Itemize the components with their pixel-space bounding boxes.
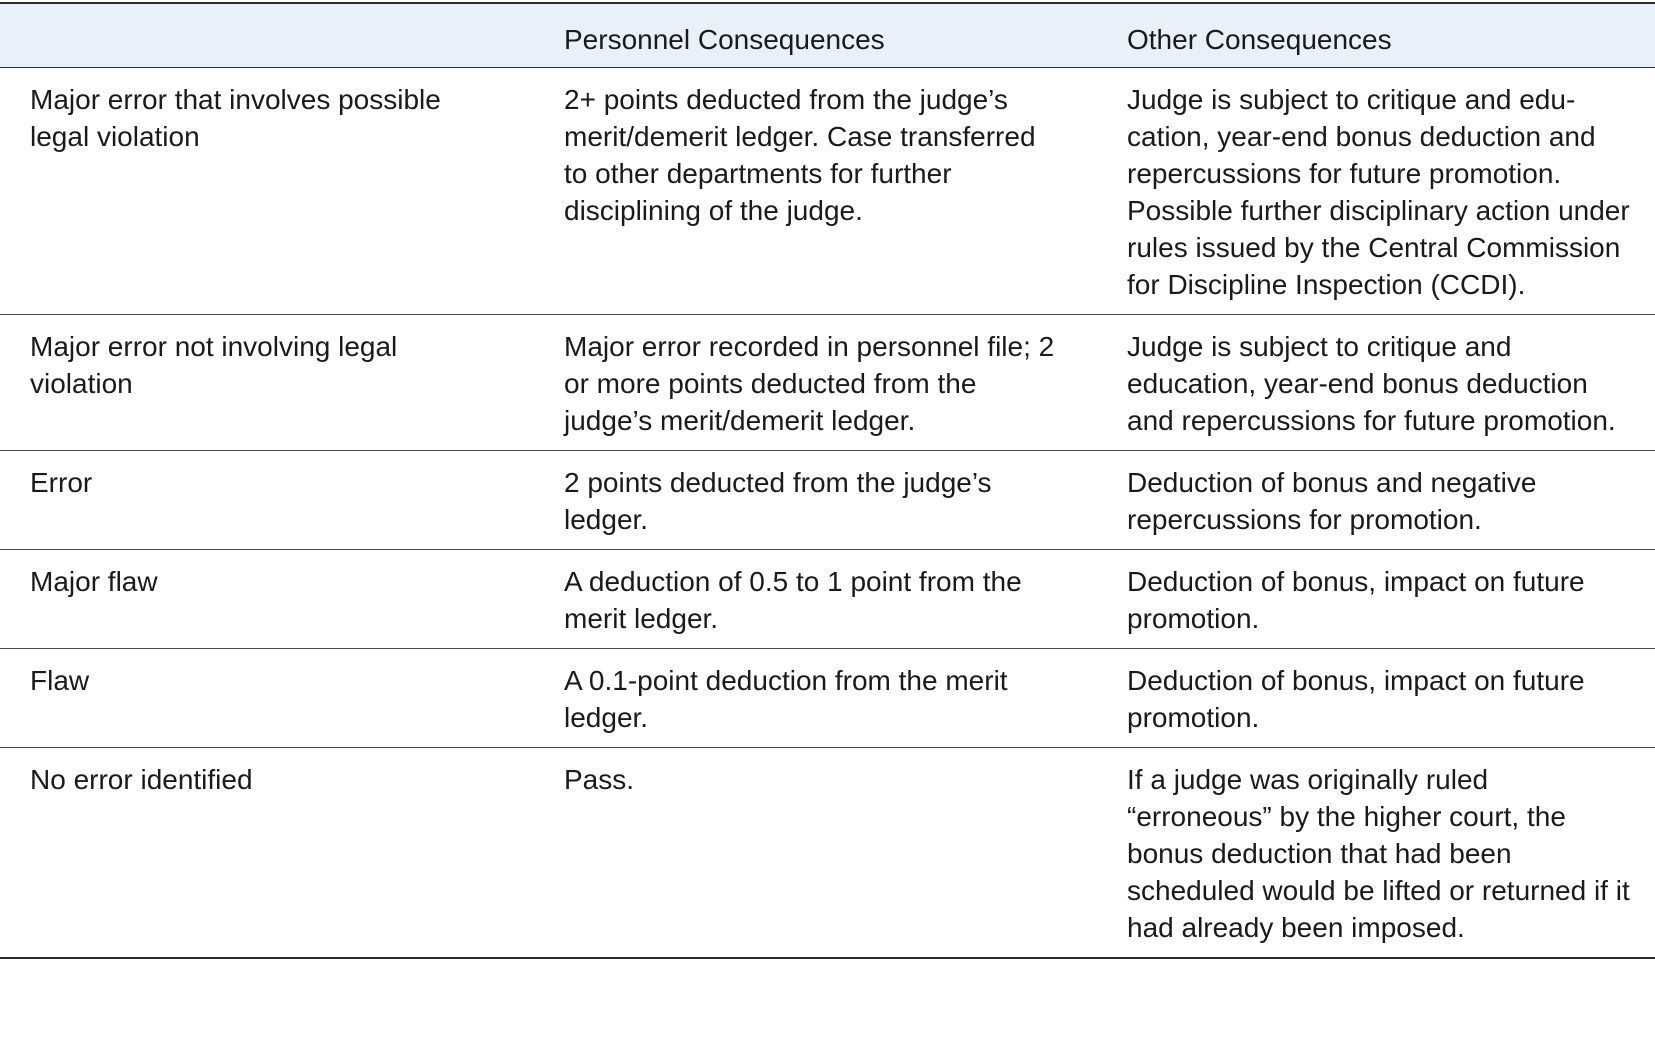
header-category bbox=[0, 3, 535, 68]
row-category: Major error not involving legal violation bbox=[30, 331, 398, 399]
table-row bbox=[0, 748, 1655, 959]
row-personnel-consequence: 2+ points deducted from the judge’s merit/demerit ledger. Case transferred to other departments for further disciplining of the judge. bbox=[564, 84, 1036, 226]
row-personnel-consequence: Major error recorded in personnel file; 2 or more points deducted from the judge’s merit/demerit ledger. bbox=[564, 331, 1055, 436]
consequences-table-container bbox=[0, 2, 1655, 959]
row-personnel-consequence: A 0.1-point deduction from the merit ledger. bbox=[564, 665, 1008, 733]
row-category: Major flaw bbox=[30, 566, 158, 597]
table-row bbox=[0, 550, 1655, 649]
consequences-table bbox=[0, 2, 1655, 959]
row-personnel-consequence: Pass. bbox=[564, 764, 635, 795]
row-category: No error identified bbox=[30, 764, 253, 795]
table-row bbox=[0, 451, 1655, 550]
row-other-consequence: If a judge was originally ruled “erroneous” by the higher court, the bonus deduction that had been scheduled would be lifted or returned if it had already been imposed. bbox=[1127, 764, 1630, 943]
header-other-consequences: Other Consequences bbox=[1127, 24, 1392, 55]
header-row bbox=[0, 3, 1655, 68]
table-body bbox=[0, 68, 1655, 959]
row-personnel-consequence: A deduction of 0.5 to 1 point from the merit ledger. bbox=[564, 566, 1022, 634]
row-category: Error bbox=[30, 467, 93, 498]
table-row bbox=[0, 68, 1655, 315]
row-other-consequence: Judge is subject to critique and education, year-end bonus deduction and repercussions for future promotion. Possible further disciplinary action under rules issued by the Central Commission for Discipline Inspection (CCDI). bbox=[1127, 84, 1630, 300]
table-header bbox=[0, 3, 1655, 68]
row-other-consequence: Deduction of bonus, impact on future promotion. bbox=[1127, 665, 1585, 733]
row-personnel-consequence: 2 points deducted from the judge’s ledger. bbox=[564, 467, 992, 535]
row-category: Flaw bbox=[30, 665, 90, 696]
row-other-consequence: Deduction of bonus, impact on future promotion. bbox=[1127, 566, 1585, 634]
header-personnel-consequences: Personnel Consequences bbox=[564, 24, 885, 55]
row-other-consequence: Deduction of bonus and negative repercussions for promotion. bbox=[1127, 467, 1537, 535]
table-row bbox=[0, 649, 1655, 748]
row-category: Major error that involves possible legal violation bbox=[30, 84, 441, 152]
row-other-consequence: Judge is subject to critique and education, year-end bonus deduction and repercussions for future promotion. bbox=[1127, 331, 1616, 436]
table-row bbox=[0, 315, 1655, 451]
